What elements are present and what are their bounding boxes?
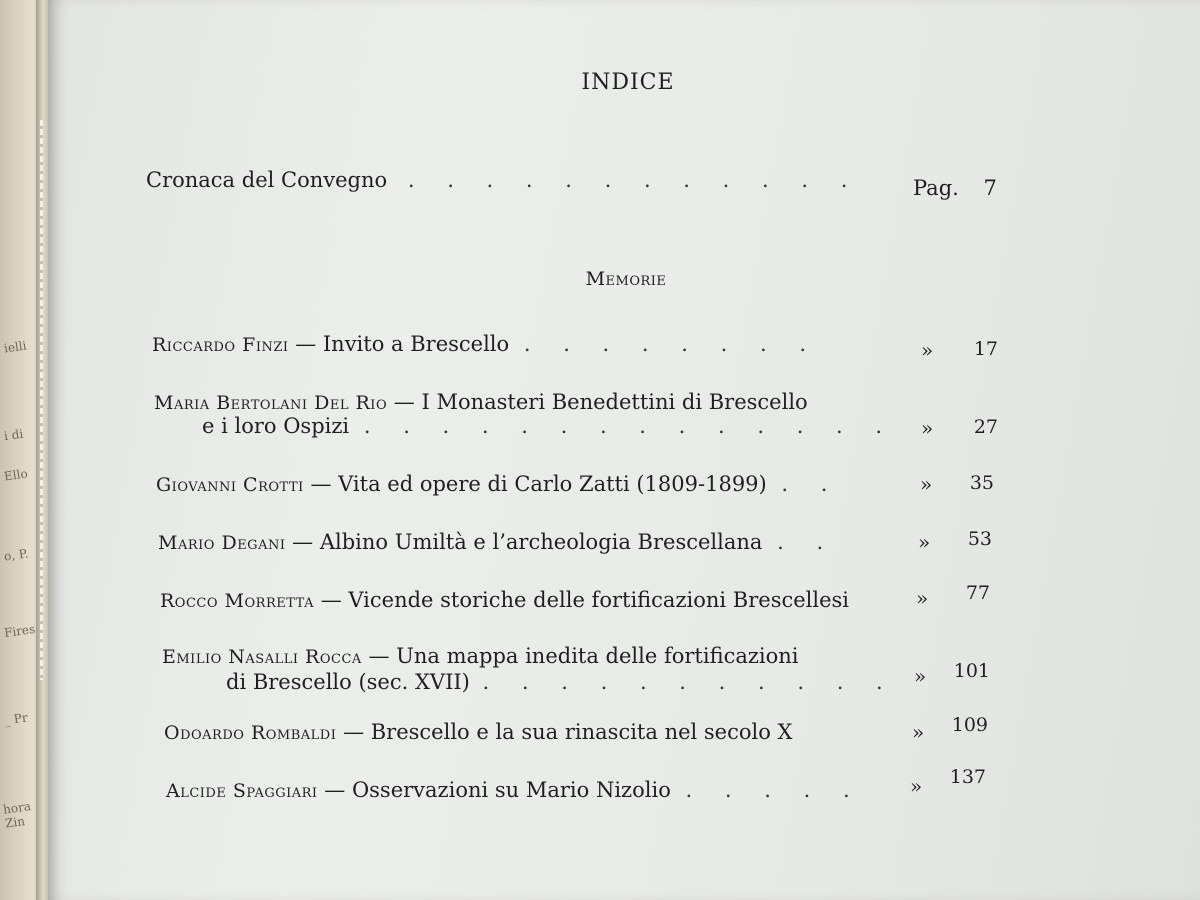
entry-author: Emilio Nasalli Rocca	[162, 646, 362, 668]
entry-dash: —	[320, 588, 342, 612]
index-entry	[160, 588, 849, 612]
entry-page: 17	[973, 338, 998, 360]
ditto-mark: »	[916, 586, 929, 610]
leader-dots: . . . . . . . .	[523, 332, 819, 356]
entry-title-cont: e i loro Ospizi	[202, 414, 350, 438]
entry-dash: —	[295, 332, 317, 356]
entry-dash: —	[310, 472, 332, 496]
entry-author: Riccardo Finzi	[152, 334, 289, 356]
entry-title: I Monasteri Benedettini di Brescello	[421, 390, 808, 414]
left-page-fragment: o, P.	[3, 546, 30, 564]
index-entry	[166, 778, 863, 802]
entry-dash: —	[324, 778, 346, 802]
entry-page: 77	[965, 582, 990, 604]
entry-title: Brescello e la sua rinascita nel secolo X	[370, 720, 793, 744]
left-page-fragment: Ello	[3, 466, 29, 484]
entry-page: 137	[949, 766, 986, 788]
left-page-fragment: i di	[3, 426, 25, 444]
ditto-mark: »	[921, 338, 934, 362]
leader-dots: . . . . . . . . . . . .	[407, 168, 861, 192]
page-title: INDICE	[581, 70, 675, 95]
section-heading: Memorie	[585, 268, 667, 290]
leader-dots: . .	[781, 472, 841, 496]
ditto-mark: »	[912, 720, 925, 744]
entry-title: Osservazioni su Mario Nizolio	[351, 778, 671, 802]
entry-page: 53	[967, 528, 992, 550]
leader-dots: . . . . . . . . . . .	[482, 670, 896, 694]
page-label: Pag.	[913, 176, 959, 200]
entry-title: Vicende storiche delle fortificazioni Brescellesi	[348, 588, 850, 612]
index-entry	[162, 644, 799, 668]
leader-dots: . .	[777, 530, 837, 554]
index-page	[48, 0, 1200, 900]
binding-thread	[40, 120, 43, 680]
chronicle-title: Cronaca del Convegno	[146, 168, 388, 192]
entry-title: Una mappa inedita delle fortificazioni	[396, 644, 799, 668]
entry-page: 101	[953, 660, 990, 682]
entry-author: Alcide Spaggiari	[166, 780, 318, 802]
index-entry-continuation	[226, 670, 896, 694]
entry-page: 35	[969, 472, 994, 494]
entry-author: Odoardo Rombaldi	[164, 722, 337, 744]
entry-title: Invito a Brescello	[322, 332, 510, 356]
chronicle-entry	[146, 168, 860, 192]
ditto-mark: »	[921, 416, 934, 440]
index-entry	[164, 720, 793, 744]
index-entry	[156, 472, 840, 496]
index-entry-continuation	[202, 414, 895, 438]
chronicle-page-ref	[913, 176, 997, 200]
entry-title: Albino Umiltà e l’archeologia Brescellana	[319, 530, 763, 554]
entry-title: Vita ed opere di Carlo Zatti (1809-1899)	[338, 472, 767, 496]
ditto-mark: »	[918, 530, 931, 554]
entry-page: 109	[951, 714, 988, 736]
left-page-fragment: ielli	[3, 338, 28, 356]
ditto-mark: »	[920, 472, 933, 496]
index-entry	[154, 390, 808, 414]
entry-author: Mario Degani	[158, 532, 286, 554]
leader-dots: . . . . .	[685, 778, 863, 802]
left-page-fragment: Fires	[3, 621, 36, 641]
index-entry	[158, 530, 836, 554]
entry-author: Rocco Morretta	[160, 590, 314, 612]
left-page-fragment: hora Zin	[2, 799, 32, 831]
entry-page: 27	[973, 416, 998, 438]
entry-dash: —	[292, 530, 314, 554]
ditto-mark: »	[910, 774, 923, 798]
entry-author: Giovanni Crotti	[156, 474, 304, 496]
entry-dash: —	[393, 390, 415, 414]
entry-title-cont: di Brescello (sec. XVII)	[226, 670, 470, 694]
entry-dash: —	[343, 720, 365, 744]
left-page-fragment: _ Pr	[3, 710, 29, 728]
ditto-mark: »	[914, 664, 927, 688]
entry-author: Maria Bertolani Del Rio	[154, 392, 388, 414]
entry-dash: —	[368, 644, 390, 668]
leader-dots: . . . . . . . . . . . . . .	[363, 414, 896, 438]
page-number: 7	[983, 176, 997, 200]
index-entry	[152, 332, 819, 356]
